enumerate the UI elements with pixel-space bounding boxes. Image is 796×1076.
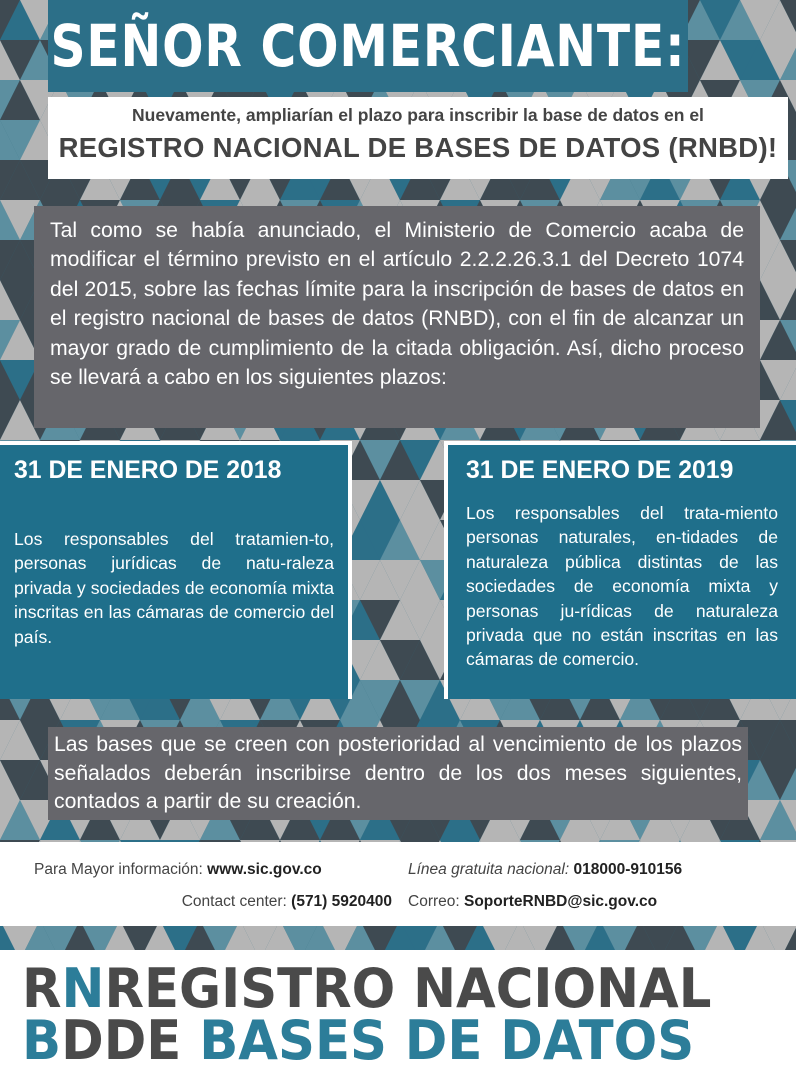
logo-text-line-1: REGISTRO NACIONAL bbox=[104, 957, 712, 1020]
deadline-panel-2018 bbox=[0, 441, 352, 699]
logo-text-line-2: BASES DE DATOS bbox=[199, 1009, 695, 1072]
deadline-text-2019: Los responsables del trata-miento personas naturales, en-tidades de naturaleza pública distintas de las sociedades de economía mixta y personas ju-rídicas de naturaleza privada que no están inscritas en las cámaras de comercio. bbox=[466, 503, 778, 670]
intro-paragraph: Tal como se había anunciado, el Ministerio de Comercio acaba de modificar el término previsto en el artículo 2.2.2.26.3.1 del Decreto 1074 del 2015, sobre las fechas límite para la inscripción de bases de datos en el registro nacional de bases de datos (RNBD), con el fin de alcanzar un mayor grado de cumplimiento de la citada obligación. Así, dicho proceso se llevará a cabo en los siguientes plazos: bbox=[34, 206, 760, 428]
deadline-date-2019: 31 DE ENERO DE 2019 bbox=[466, 457, 734, 484]
page-title: SEÑOR COMERCIANTE: bbox=[50, 12, 686, 80]
contact-center-phone: (571) 5920400 bbox=[291, 893, 392, 910]
contact-center-row bbox=[182, 893, 392, 911]
contact-info-band bbox=[0, 842, 796, 926]
deadline-date-2018: 31 DE ENERO DE 2018 bbox=[14, 457, 282, 484]
hotline-row bbox=[408, 861, 682, 879]
contact-center-label: Contact center: bbox=[181, 893, 287, 910]
hotline-number: 018000-910156 bbox=[573, 861, 683, 878]
logo-mark-d: D bbox=[61, 1009, 104, 1072]
note-paragraph: Las bases que se creen con posterioridad al vencimiento de los plazos señalados deberán inscribirse dentro de los dos meses siguientes, contados a partir de su creación. bbox=[48, 727, 748, 820]
deadline-text-2018: Los responsables del tratamien-to, personas jurídicas de natu-raleza privada y sociedades de economía mixta inscritas en las cámaras de comercio del país. bbox=[14, 529, 334, 647]
logo-line-1 bbox=[22, 957, 712, 1020]
logo-mark-b: B bbox=[22, 1009, 62, 1072]
email-row bbox=[408, 893, 657, 911]
email-link[interactable]: SoporteRNBD@sic.gov.co bbox=[464, 893, 658, 910]
subheader-line-2: REGISTRO NACIONAL DE BASES DE DATOS (RNBD)! bbox=[58, 132, 778, 163]
website-link[interactable]: www.sic.gov.co bbox=[207, 861, 322, 878]
email-label: Correo: bbox=[408, 893, 460, 910]
contact-row-1 bbox=[34, 861, 322, 879]
subheader-box bbox=[48, 97, 788, 179]
rnbd-logo bbox=[0, 950, 796, 1076]
logo-mark-r: R bbox=[22, 957, 62, 1020]
deadline-panel-2019 bbox=[444, 441, 796, 699]
subheader-line-1: Nuevamente, ampliarían el plazo para inscribir la base de datos en el bbox=[132, 105, 704, 125]
hotline-label: Línea gratuita nacional: bbox=[408, 861, 570, 878]
info-label: Para Mayor información: bbox=[34, 861, 203, 878]
logo-line-2 bbox=[22, 1009, 695, 1072]
logo-text-de: DE bbox=[103, 1009, 182, 1072]
header-title-box bbox=[48, 0, 688, 92]
logo-mark-n: N bbox=[61, 957, 105, 1020]
